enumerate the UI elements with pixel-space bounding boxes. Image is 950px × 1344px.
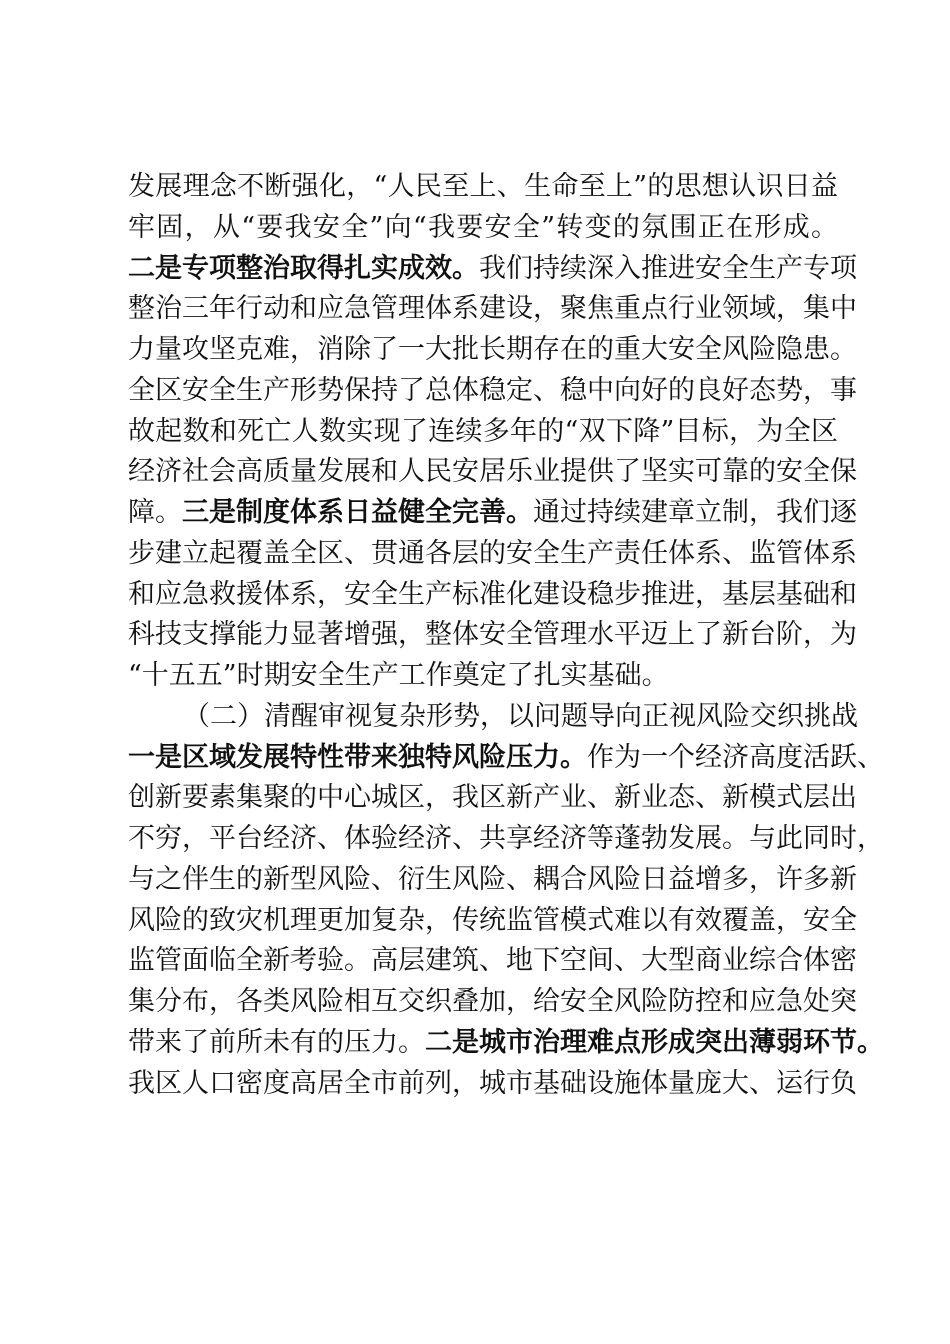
paragraph-line: [128, 776, 857, 820]
bold-lead-text: 三是制度体系日益健全完善。: [182, 497, 533, 528]
body-text: 和应急救援体系，安全生产标准化建设稳步推进，基层基础和: [128, 578, 857, 610]
paragraph-line: [128, 1021, 884, 1065]
bold-lead-text: 一是区域发展特性带来独特风险压力。: [128, 741, 587, 773]
paragraph-line: [128, 206, 838, 250]
body-text: （二）清醒审视复杂形势，以问题导向正视风险交织挑战: [183, 700, 858, 732]
body-text: 力量攻坚克难，消除了一大批长期存在的重大安全风险隐患。: [128, 334, 857, 365]
paragraph-line: [128, 328, 857, 372]
body-text: 故起数和死亡人数实现了连续多年的“双下降”目标，为全区: [128, 415, 838, 447]
paragraph-line: [128, 939, 857, 983]
body-text: 发展理念不断强化，“人民至上、生命至上”的思想认识日益: [128, 171, 838, 202]
bold-lead-text: 二是专项整治取得扎实成效。: [128, 252, 479, 284]
body-text: “十五五”时期安全生产工作奠定了扎实基础。: [128, 660, 669, 691]
paragraph-line: [128, 736, 884, 780]
body-text: 创新要素集聚的中心城区，我区新产业、新业态、新模式层出: [128, 782, 857, 814]
body-text: 风险的致灾机理更加复杂，传统监管模式难以有效覆盖，安全: [128, 904, 857, 936]
paragraph-line: [128, 1062, 857, 1106]
body-text: 不穷，平台经济、体验经济、共享经济等蓬勃发展。与此同时，: [128, 823, 884, 854]
body-text: 障。: [128, 497, 182, 528]
body-text: 全区安全生产形势保持了总体稳定、稳中向好的良好态势，事: [128, 374, 857, 406]
body-text: 整治三年行动和应急管理体系建设，聚焦重点行业领域，集中: [128, 293, 857, 325]
body-text: 步建立起覆盖全区、贯通各层的安全生产责任体系、监管体系: [128, 537, 857, 569]
body-text: 科技支撑能力显著增强，整体安全管理水平迈上了新台阶，为: [128, 619, 857, 651]
section-heading-line: [183, 695, 858, 739]
paragraph-line: [128, 654, 838, 698]
paragraph-line: [128, 858, 857, 902]
body-text: 作为一个经济高度活跃、: [587, 741, 884, 773]
body-text: 通过持续建章立制，我们逐: [533, 497, 857, 528]
body-text: 带来了前所未有的压力。: [128, 1026, 425, 1058]
paragraph-line: [128, 369, 857, 413]
body-text: 牢固，从“要我安全”向“我要安全”转变的氛围正在形成。: [128, 211, 838, 243]
paragraph-line: [128, 247, 857, 291]
paragraph-line: [128, 899, 857, 943]
paragraph-line: [128, 491, 857, 535]
paragraph-line: [128, 817, 884, 861]
paragraph-line: [128, 573, 857, 617]
paragraph-line: [128, 532, 857, 576]
paragraph-line: [128, 165, 838, 209]
body-text: 与之伴生的新型风险、衍生风险、耦合风险日益增多，许多新: [128, 863, 857, 895]
paragraph-line: [128, 450, 857, 494]
paragraph-line: [128, 287, 857, 331]
body-text: 我们持续深入推进安全生产专项: [479, 252, 857, 284]
body-text: 监管面临全新考验。高层建筑、地下空间、大型商业综合体密: [128, 945, 857, 977]
paragraph-line: [128, 613, 857, 657]
paragraph-line: [128, 410, 838, 454]
bold-lead-text: 二是城市治理难点形成突出薄弱环节。: [425, 1026, 884, 1058]
body-text: 经济社会高质量发展和人民安居乐业提供了坚实可靠的安全保: [128, 456, 857, 488]
body-text: 我区人口密度高居全市前列，城市基础设施体量庞大、运行负: [128, 1067, 857, 1099]
paragraph-line: [128, 980, 857, 1024]
body-text: 集分布，各类风险相互交织叠加，给安全风险防控和应急处突: [128, 986, 857, 1017]
